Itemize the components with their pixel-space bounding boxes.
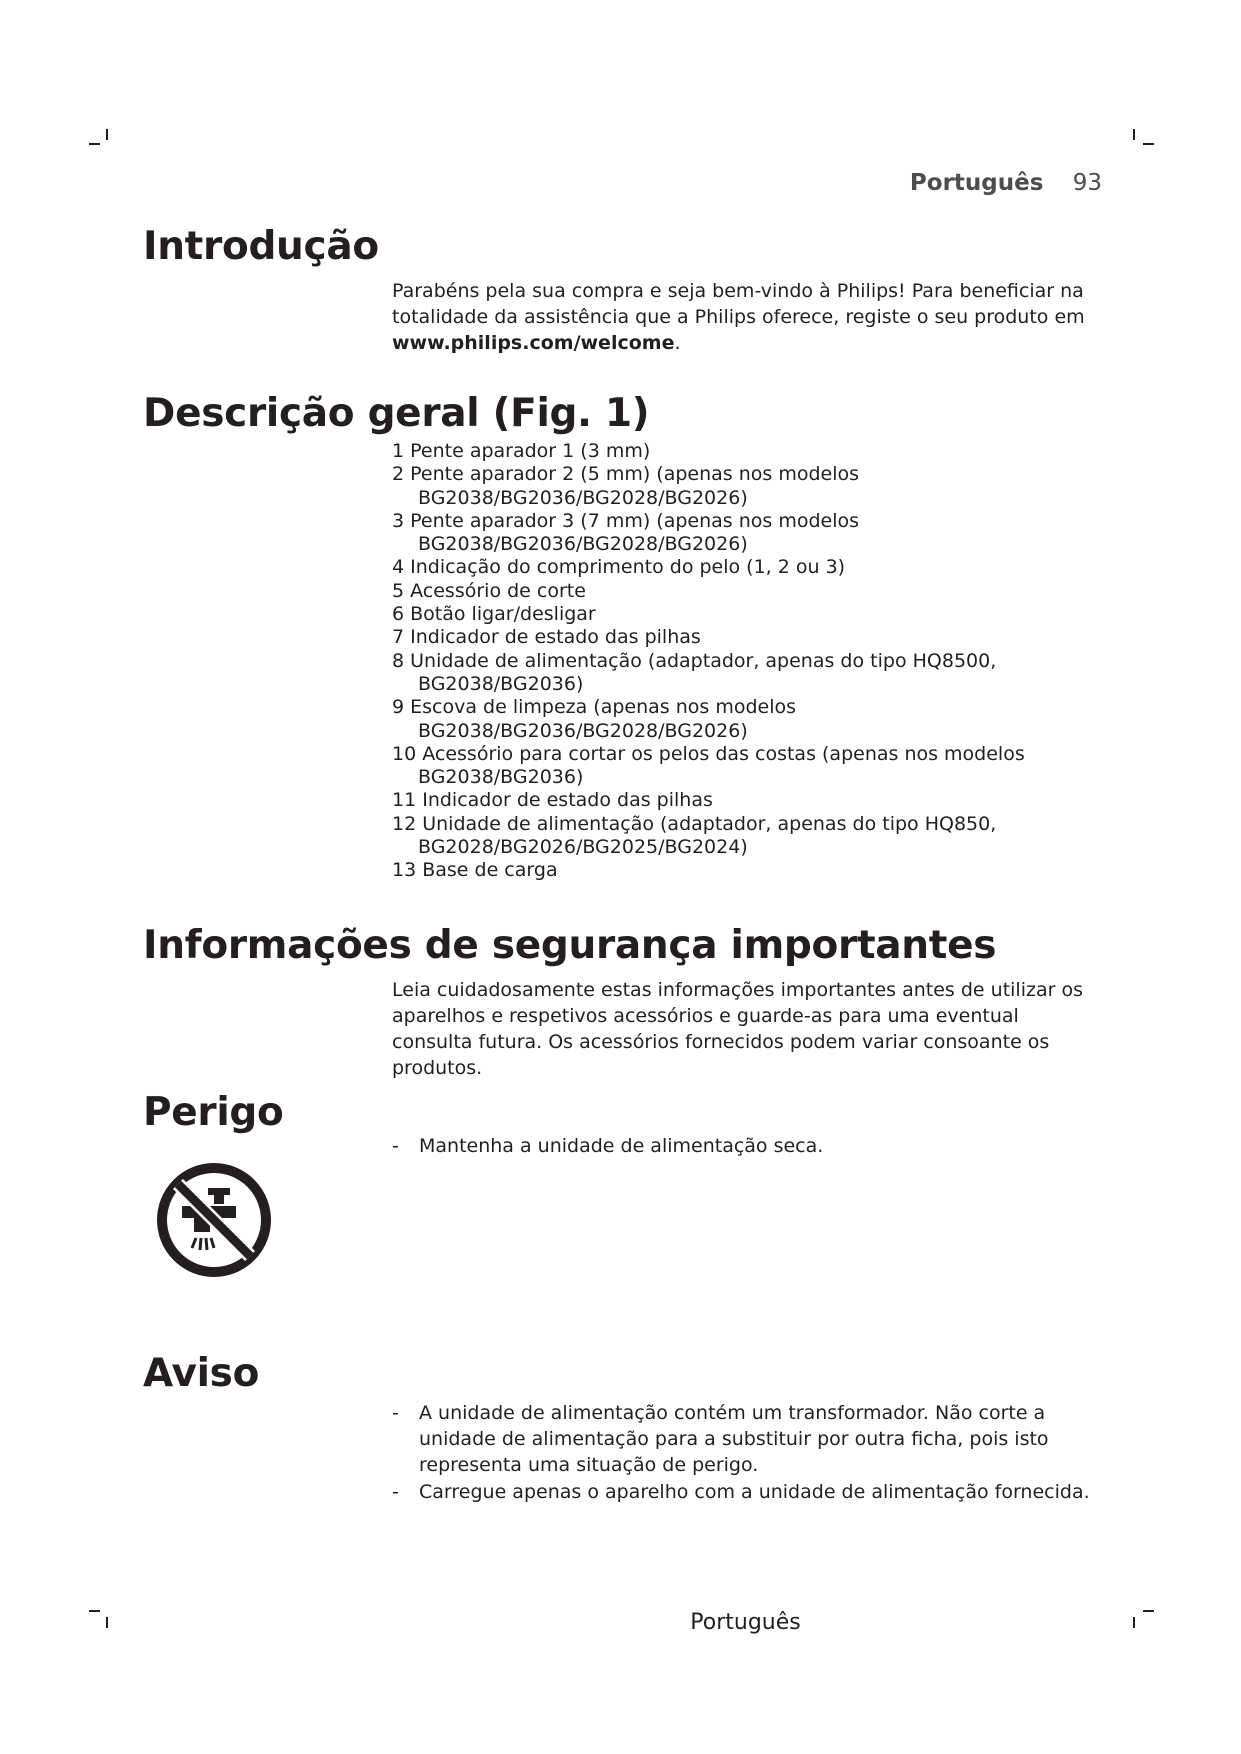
list-item-text: Carregue apenas o aparelho com a unidade de alimentação fornecida. [419,1481,1090,1503]
list-item: 8 Unidade de alimentação (adaptador, apenas do tipo HQ8500, BG2038/BG2036) [392,649,997,695]
list-item: 12 Unidade de alimentação (adaptador, apenas do tipo HQ850, BG2028/BG2026/BG2025/BG2024) [392,812,997,859]
safety-heading: Informações de segurança importantes [143,923,997,968]
page-footer: Português [690,1610,801,1635]
intro-text-end: . [674,332,681,354]
list-item: 7 Indicador de estado das pilhas [392,626,701,649]
list-item: 6 Botão ligar/desligar [392,603,596,626]
list-item: 10 Acessório para cortar os pelos das costas (apenas nos modelos BG2038/BG2036) [392,742,1025,789]
list-item: 5 Acessório de corte [392,579,586,602]
list-item: 4 Indicação do comprimento do pelo (1, 2 ou 3) [392,556,846,579]
crop-mark [1143,143,1154,145]
intro-text-start: Parabéns pela sua compra e seja bem-vindo à Philips! Para beneficiar na totalidade da assistência que a Philips oferece, registe o seu produto em [392,280,1085,328]
danger-list [392,1133,1092,1159]
overview-heading: Descrição geral (Fig. 1) [143,391,650,436]
list-item: 1 Pente aparador 1 (3 mm) [392,440,651,462]
dash-marker: - [392,1481,399,1503]
header-language: Português [909,170,1044,196]
overview-list [392,440,1112,883]
list-item-text: A unidade de alimentação contém um transformador. Não corte a unidade de alimentação para a substituir por outra ficha, pois isto representa uma situação de perigo. [419,1402,1049,1476]
page-number: 93 [1072,170,1102,196]
warning-heading: Aviso [143,1351,260,1396]
crop-mark [1133,129,1135,140]
list-item: 2 Pente aparador 2 (5 mm) (apenas nos modelos BG2038/BG2036/BG2028/BG2026) [392,463,860,509]
no-water-tap-icon [156,1162,272,1278]
dash-marker: - [392,1402,399,1424]
intro-text [392,278,1102,356]
danger-heading: Perigo [143,1090,284,1135]
crop-mark [106,129,108,140]
safety-text: Leia cuidadosamente estas informações importantes antes de utilizar os aparelhos e respetivos acessórios e guarde-as para uma eventual consulta futura. Os acessórios fornecidos podem variar consoante os produtos. [392,979,1083,1079]
dash-marker: - [392,1135,399,1157]
list-item [392,1133,1092,1159]
page-header [910,170,1102,196]
list-item: 11 Indicador de estado das pilhas [392,789,713,812]
welcome-link[interactable]: www.philips.com/welcome [392,332,675,354]
intro-heading: Introdução [143,224,379,269]
list-item-text: Mantenha a unidade de alimentação seca. [419,1135,824,1157]
crop-mark [89,143,100,145]
list-item: 3 Pente aparador 3 (7 mm) (apenas nos modelos BG2038/BG2036/BG2028/BG2026) [392,509,860,556]
list-item [392,1400,1092,1478]
list-item [392,1479,1092,1505]
list-item: 13 Base de carga [392,859,558,882]
warning-list [392,1400,1092,1505]
list-item: 9 Escova de limpeza (apenas nos modelos BG2038/BG2036/BG2028/BG2026) [392,696,797,742]
